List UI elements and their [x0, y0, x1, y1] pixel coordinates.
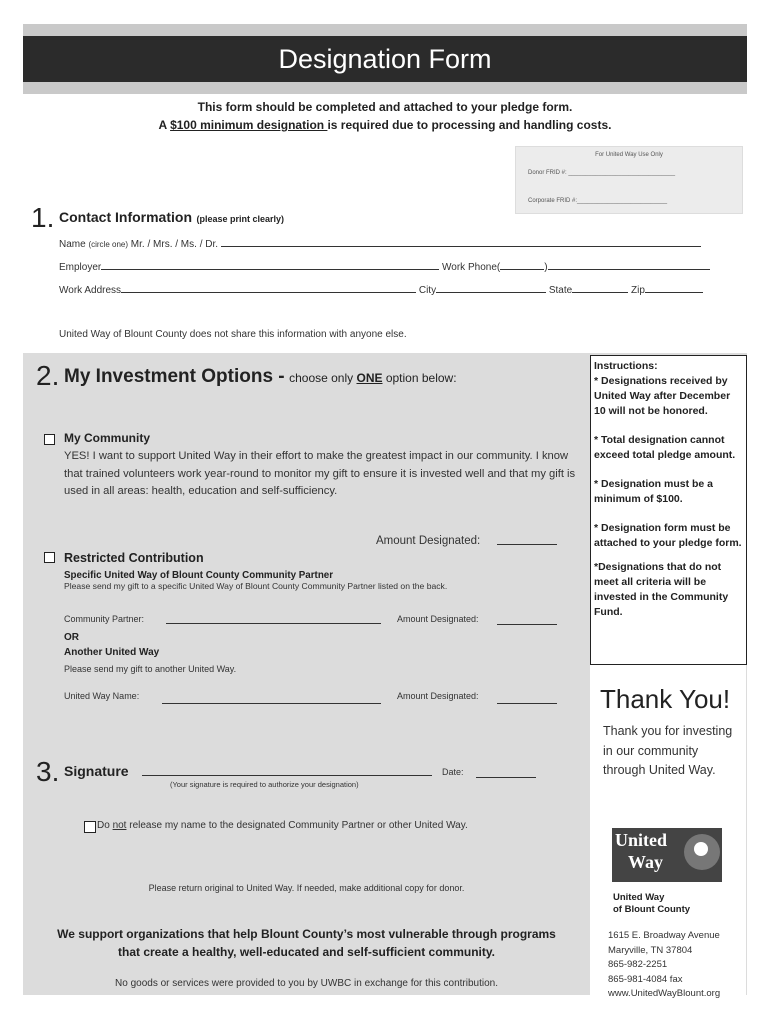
donor-frid-field: Donor FRID #: ________________________________	[528, 170, 676, 176]
thank-you-title: Thank You!	[600, 684, 731, 714]
my-community-title: My Community	[64, 431, 151, 445]
employer-input[interactable]	[101, 260, 439, 270]
amount-designated-input-1[interactable]	[497, 535, 557, 545]
title-bar-top-stripe	[23, 24, 747, 36]
section-3-number: 3.	[36, 756, 60, 787]
work-phone-label: Work Phone(	[442, 262, 501, 273]
title-bar-bottom-stripe	[23, 82, 747, 94]
community-partner-label: Community Partner:	[64, 614, 145, 624]
privacy-note: United Way of Blount County does not share this information with anyone else.	[59, 329, 407, 340]
united-way-hand-icon	[684, 834, 720, 870]
work-address-label: Work Address	[59, 285, 122, 296]
my-community-text: YES! I want to support United Way in their effort to make the greatest impact in our community. I know that trained volunteers work year-round to monitor my gift to ensure it is invested well and that my gift is used in all areas: health, education and self-sufficiency.	[64, 450, 576, 497]
section-2-heading: My Investment Options - choose only ONE option below:	[64, 366, 457, 387]
page-title: Designation Form	[23, 36, 747, 82]
section-1-number: 1.	[31, 202, 55, 233]
logo-text-united: United	[615, 830, 668, 850]
instruction-item: * Designation form must be attached to your pledge form.	[594, 522, 742, 549]
no-goods-note: No goods or services were provided to you by UWBC in exchange for this contribution.	[115, 978, 498, 989]
another-united-way-title: Another United Way	[64, 647, 160, 658]
address-city: Maryville, TN 37804	[608, 944, 693, 956]
work-phone-area-input[interactable]	[500, 260, 544, 270]
intro-line-2: A $100 minimum designation is required due to processing and handling costs.	[158, 118, 612, 132]
united-way-logo	[612, 828, 722, 882]
city-label: City	[418, 285, 437, 296]
work-phone-input[interactable]	[548, 260, 710, 270]
amount-designated-label-3: Amount Designated:	[397, 691, 479, 701]
specific-partner-title: Specific United Way of Blount County Community Partner	[64, 570, 334, 581]
amount-designated-label-1: Amount Designated:	[376, 535, 481, 547]
instructions-title: Instructions:	[594, 360, 658, 372]
address-phone: 865-982-2251	[608, 959, 668, 970]
do-not-release-text: Do not release my name to the designated Community Partner or other United Way.	[97, 820, 468, 831]
restricted-contribution-checkbox[interactable]	[44, 552, 55, 563]
support-line-1: We support organizations that help Blount County’s most vulnerable through programs	[57, 927, 556, 941]
city-input[interactable]	[436, 283, 546, 293]
or-label: OR	[64, 632, 79, 643]
signature-input[interactable]	[142, 766, 432, 776]
corporate-frid-field: Corporate FRID #:___________________________	[528, 198, 668, 204]
amount-designated-input-3[interactable]	[497, 694, 557, 704]
united-way-name-label: United Way Name:	[64, 691, 140, 701]
instruction-item: * Designations received by United Way after December 10 will not be honored.	[594, 375, 731, 417]
signature-note: (Your signature is required to authorize your designation)	[170, 780, 359, 789]
support-line-2: that create a healthy, well-educated and self-sufficient community.	[118, 945, 495, 959]
amount-designated-input-2[interactable]	[497, 615, 557, 625]
amount-designated-label-2: Amount Designated:	[397, 614, 479, 624]
community-partner-input[interactable]	[166, 614, 381, 624]
address-fax: 865-981-4084 fax	[608, 973, 683, 985]
work-address-input[interactable]	[121, 283, 416, 293]
section-1-heading: Contact Information (please print clearly)	[59, 209, 284, 225]
address-street: 1615 E. Broadway Avenue	[608, 930, 720, 941]
date-label: Date:	[442, 767, 464, 777]
another-united-way-text: Please send my gift to another United Way.	[64, 664, 237, 674]
do-not-release-checkbox[interactable]	[84, 821, 96, 833]
instruction-item: * Total designation cannot exceed total pledge amount.	[594, 434, 736, 461]
signature-heading: Signature	[64, 763, 129, 779]
date-input[interactable]	[476, 768, 536, 778]
employer-label: Employer	[59, 262, 102, 273]
specific-partner-text: Please send my gift to a specific United Way of Blount County Community Partner listed on the back.	[64, 581, 448, 591]
instruction-item: * Designation must be a minimum of $100.	[594, 478, 714, 505]
name-field[interactable]: Name (circle one) Mr. / Mrs. / Ms. / Dr.	[59, 237, 719, 250]
restricted-contribution-title: Restricted Contribution	[64, 551, 204, 565]
return-note: Please return original to United Way. If needed, make additional copy for donor.	[148, 883, 465, 893]
office-use-box	[515, 146, 743, 214]
address-website: www.UnitedWayBlount.org	[608, 988, 721, 999]
logo-caption: United Way of Blount County	[613, 892, 691, 915]
united-way-name-input[interactable]	[162, 694, 381, 704]
my-community-checkbox[interactable]	[44, 434, 55, 445]
state-label: State	[548, 285, 573, 296]
address-row	[59, 283, 719, 296]
logo-text-way: Way	[628, 852, 664, 872]
zip-label: Zip	[631, 285, 645, 296]
contact-address	[608, 929, 720, 1002]
zip-input[interactable]	[645, 283, 703, 293]
instructions-box	[590, 355, 747, 665]
employer-row: Employer Work Phone( )	[59, 260, 719, 273]
section-2-number: 2.	[36, 360, 60, 391]
instruction-item: *Designations that do not meet all criteria will be invested in the Community Fund.	[594, 561, 729, 618]
office-use-title: For United Way Use Only	[595, 152, 663, 158]
intro-line-1: This form should be completed and attached to your pledge form.	[197, 100, 573, 114]
thank-you-body: Thank you for investing in our community through United Way.	[603, 724, 733, 777]
state-input[interactable]	[572, 283, 628, 293]
